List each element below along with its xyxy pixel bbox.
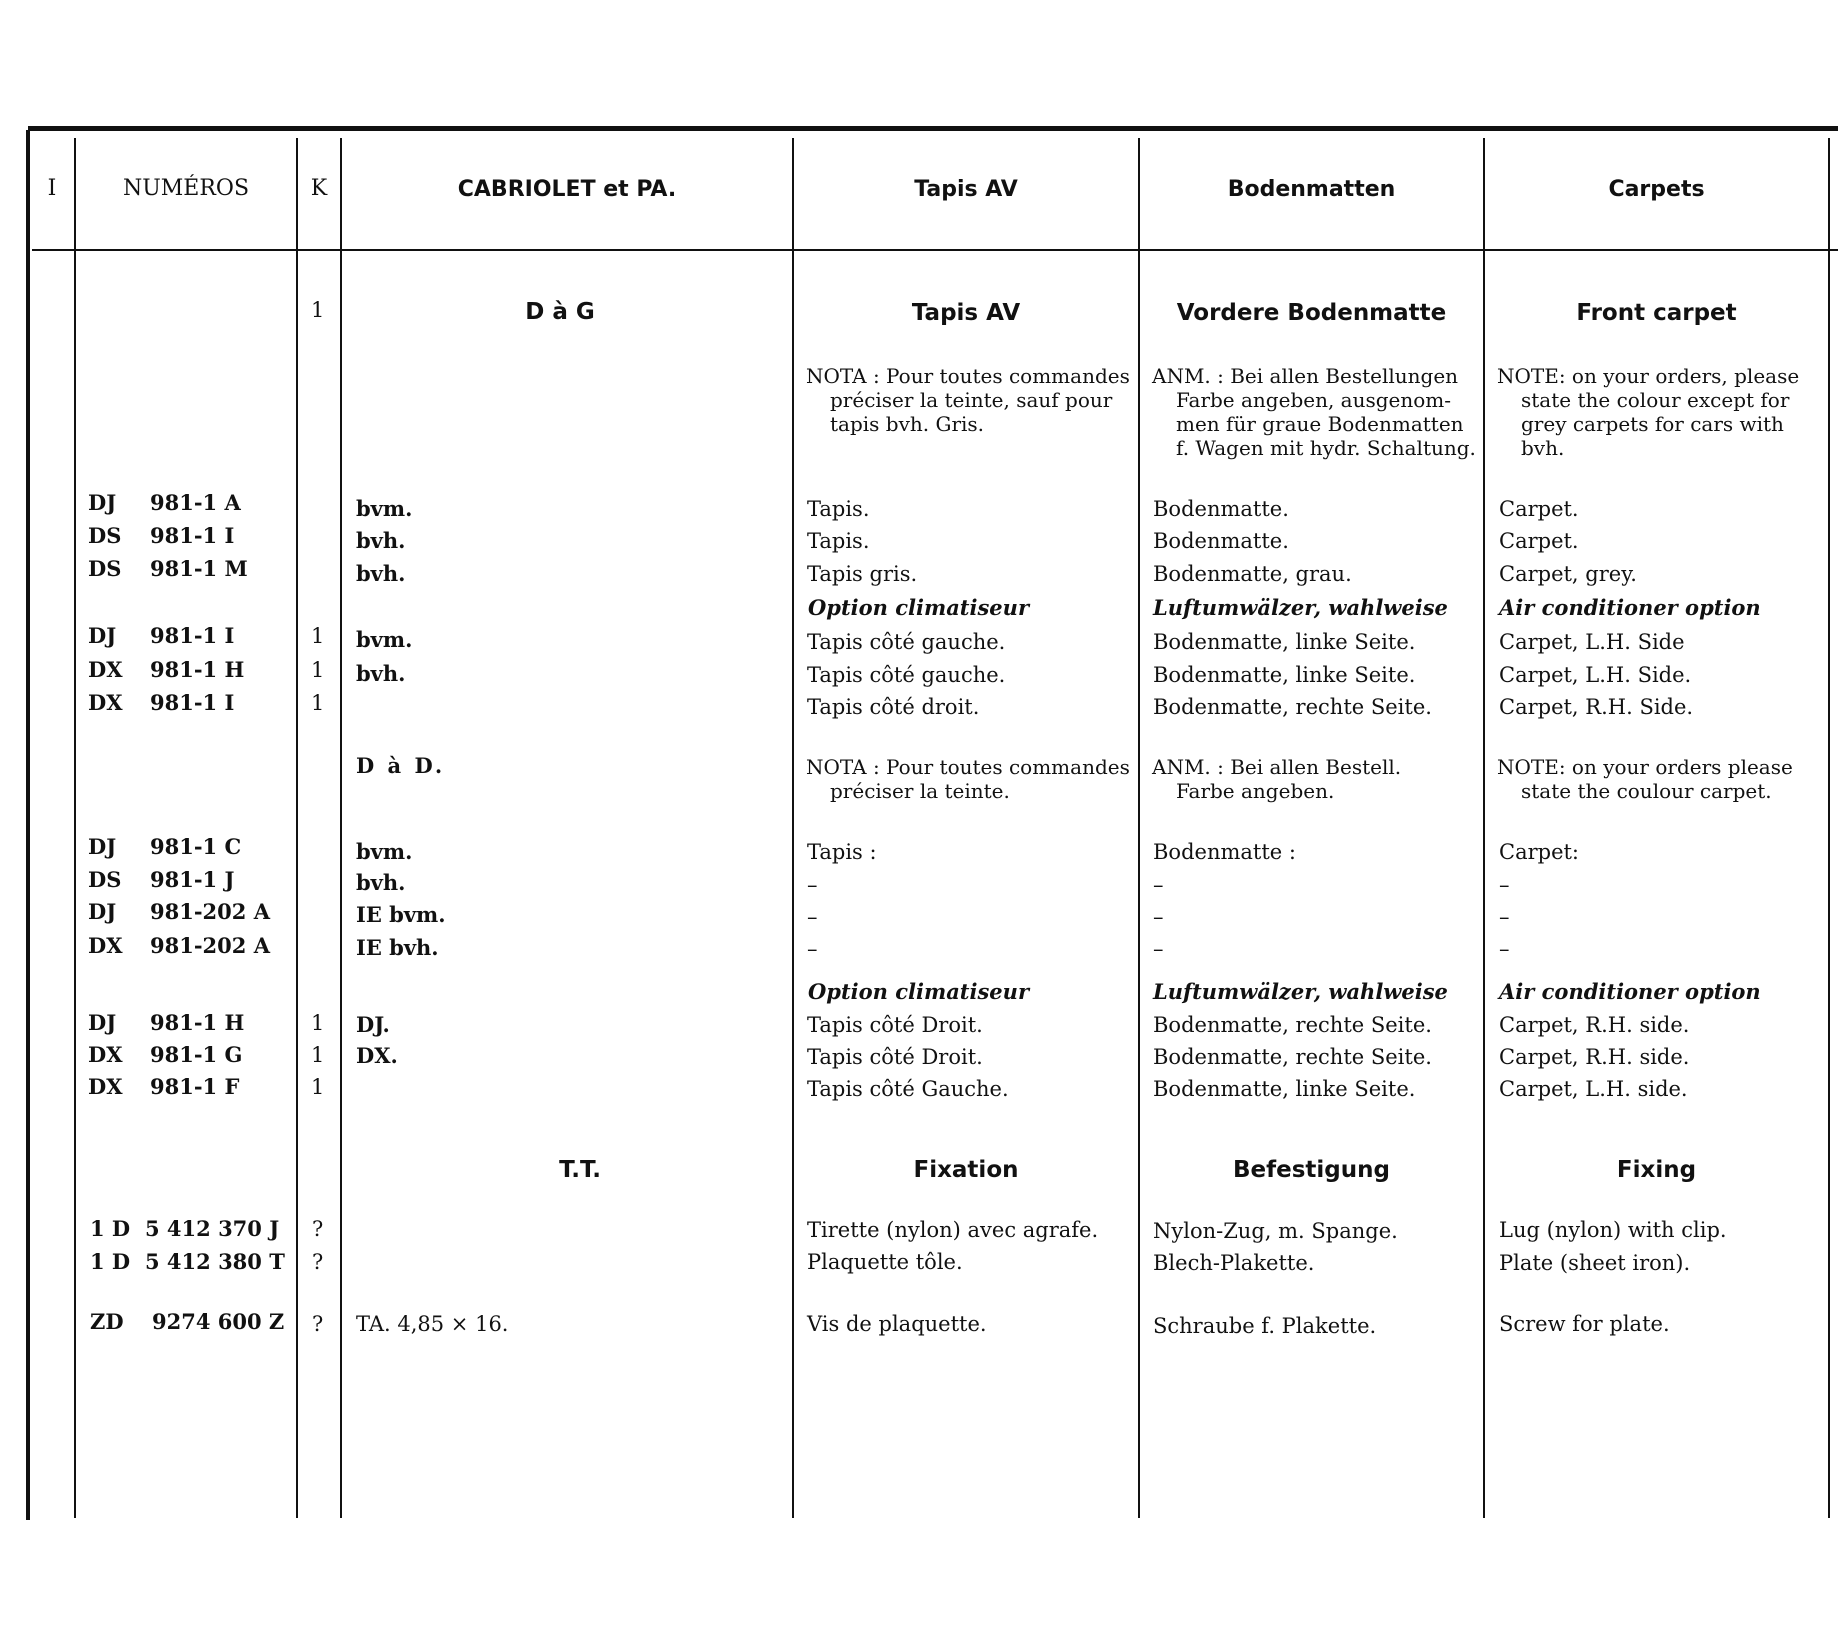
model-cell: bvh. [356, 561, 406, 586]
part-prefix: DJ [88, 490, 117, 515]
col-divider-2 [296, 138, 298, 1518]
note-dad-fr [806, 755, 1132, 803]
part-number: 981-202 A [150, 899, 270, 924]
k-cell: ? [312, 1250, 324, 1274]
desc-fr: Tapis côté gauche. [807, 663, 1006, 687]
desc-fr: Tirette (nylon) avec agrafe. [807, 1218, 1099, 1242]
note-line: f. Wagen mit hydr. Schaltung. [1176, 436, 1476, 460]
part-prefix: DJ [88, 623, 117, 648]
k-cell: 1 [311, 658, 325, 682]
part-prefix: 1 D [90, 1249, 131, 1274]
desc-fr: – [807, 873, 818, 897]
part-number: 981-1 G [150, 1042, 243, 1067]
part-prefix: DX [88, 1074, 123, 1099]
part-prefix: 1 D [90, 1216, 131, 1241]
k-cell: 1 [311, 691, 325, 715]
part-number: 5 412 370 J [145, 1216, 280, 1241]
part-number: 9274 600 Z [152, 1309, 285, 1334]
note-line: state the coulour carpet. [1521, 779, 1772, 803]
header-col-k: K [310, 176, 328, 201]
note-line: ANM. : Bei allen Bestell. [1152, 755, 1402, 779]
k-cell: ? [312, 1217, 324, 1241]
part-prefix: DJ [88, 899, 117, 924]
part-number: 981-1 F [150, 1074, 240, 1099]
desc-en: Carpet, grey. [1499, 562, 1637, 586]
part-number: 981-1 A [150, 490, 241, 515]
part-prefix: DS [88, 523, 122, 548]
desc-en: Carpet. [1499, 529, 1579, 553]
note-line: Farbe angeben. [1176, 779, 1335, 803]
desc-en: Screw for plate. [1499, 1312, 1670, 1336]
desc-en: Carpet, L.H. Side [1499, 630, 1685, 654]
desc-fr: Tapis côté droit. [807, 695, 980, 719]
desc-de: Schraube f. Plakette. [1153, 1314, 1377, 1338]
desc-de: – [1153, 905, 1164, 929]
col-divider-6 [1483, 138, 1485, 1518]
part-number: 5 412 380 T [145, 1249, 285, 1274]
desc-de: – [1153, 873, 1164, 897]
model-cell: bvm. [356, 627, 413, 652]
desc-de: Bodenmatte. [1153, 497, 1289, 521]
desc-fr: Vis de plaquette. [807, 1312, 987, 1336]
col-divider-1 [74, 138, 76, 1518]
note-line: préciser la teinte, sauf pour [830, 388, 1113, 412]
top-rule [28, 126, 1838, 131]
desc-en: Carpet. [1499, 497, 1579, 521]
note-line: grey carpets for cars with [1521, 412, 1784, 436]
part-number: 981-1 I [150, 623, 235, 648]
left-border [26, 130, 30, 1520]
desc-en: Carpet, R.H. side. [1499, 1045, 1690, 1069]
section-dag-de-title: Vordere Bodenmatte [1176, 300, 1447, 326]
k-cell: ? [312, 1312, 324, 1336]
section-dag-fr-title: Tapis AV [911, 300, 1021, 326]
section-dag-k: 1 [311, 298, 325, 322]
part-prefix: DS [88, 556, 122, 581]
note-line: state the colour except for [1521, 388, 1790, 412]
note-line: tapis bvh. Gris. [830, 412, 985, 436]
note-dag-fr [806, 364, 1132, 436]
desc-de: Bodenmatte : [1153, 840, 1296, 864]
k-cell: 1 [311, 1075, 325, 1099]
desc-de: Bodenmatte, rechte Seite. [1153, 1045, 1432, 1069]
part-number: 981-1 H [150, 1010, 245, 1035]
col-divider-5 [1138, 138, 1140, 1518]
model-cell: IE bvm. [356, 902, 446, 927]
option-heading-fr: Option climatiseur [808, 979, 1030, 1004]
desc-en: – [1499, 905, 1510, 929]
part-prefix: DJ [88, 1010, 117, 1035]
model-cell: DX. [356, 1043, 398, 1068]
note-line: NOTE: on your orders please [1497, 755, 1793, 779]
part-number: 981-202 A [150, 933, 270, 958]
part-number: 981-1 I [150, 690, 235, 715]
section-dag-en-title: Front carpet [1576, 300, 1737, 326]
model-cell: bvm. [356, 496, 413, 521]
model-cell: bvm. [356, 839, 413, 864]
part-number: 981-1 I [150, 523, 235, 548]
model-cell: bvh. [356, 528, 406, 553]
section-tt-en-title: Fixing [1616, 1157, 1697, 1183]
desc-fr: Tapis côté gauche. [807, 630, 1006, 654]
col-divider-3 [340, 138, 342, 1518]
section-dad-label: D à D. [356, 753, 446, 778]
col-divider-7 [1828, 138, 1830, 1518]
section-dag-label: D à G [525, 299, 595, 325]
desc-en: Carpet, R.H. Side. [1499, 695, 1694, 719]
header-col-fr: Tapis AV [914, 177, 1018, 202]
model-cell: DJ. [356, 1012, 390, 1037]
model-cell: IE bvh. [356, 935, 439, 960]
desc-de: Bodenmatte, rechte Seite. [1153, 695, 1432, 719]
desc-fr: – [807, 905, 818, 929]
note-line: NOTA : Pour toutes commandes [806, 364, 1130, 388]
section-tt-label: T.T. [559, 1157, 601, 1183]
model-cell: bvh. [356, 870, 406, 895]
desc-de: Bodenmatte. [1153, 529, 1289, 553]
model-cell: TA. 4,85 × 16. [356, 1312, 509, 1336]
desc-de: Bodenmatte, linke Seite. [1153, 630, 1416, 654]
desc-fr: Tapis. [807, 497, 870, 521]
header-col-de: Bodenmatten [1227, 177, 1396, 202]
note-line: men für graue Bodenmatten [1176, 412, 1464, 436]
desc-fr: Tapis côté Droit. [807, 1013, 983, 1037]
desc-fr: Tapis côté Gauche. [807, 1077, 1009, 1101]
part-prefix: DX [88, 933, 123, 958]
desc-de: Bodenmatte, linke Seite. [1153, 1077, 1416, 1101]
desc-en: – [1499, 937, 1510, 961]
col-divider-4 [792, 138, 794, 1518]
desc-de: Bodenmatte, linke Seite. [1153, 663, 1416, 687]
part-number: 981-1 H [150, 657, 245, 682]
desc-de: Bodenmatte, rechte Seite. [1153, 1013, 1432, 1037]
desc-fr: Tapis. [807, 529, 870, 553]
k-cell: 1 [311, 624, 325, 648]
part-prefix: DX [88, 690, 123, 715]
desc-en: Plate (sheet iron). [1499, 1251, 1691, 1275]
desc-de: – [1153, 937, 1164, 961]
option-heading-en: Air conditioner option [1499, 979, 1761, 1004]
option-heading-de: Luftumwälzer, wahlweise [1153, 979, 1448, 1004]
note-dad-en [1497, 755, 1823, 803]
desc-en: – [1499, 873, 1510, 897]
note-dag-de [1152, 364, 1478, 460]
part-prefix: DJ [88, 834, 117, 859]
desc-fr: Tapis : [807, 840, 877, 864]
header-col-en: Carpets [1608, 177, 1705, 202]
option-heading-de: Luftumwälzer, wahlweise [1153, 595, 1448, 620]
note-dad-de [1152, 755, 1478, 803]
desc-de: Bodenmatte, grau. [1153, 562, 1352, 586]
desc-en: Lug (nylon) with clip. [1499, 1218, 1727, 1242]
desc-fr: Plaquette tôle. [807, 1250, 963, 1274]
header-rule [32, 249, 1838, 251]
part-prefix: DX [88, 1042, 123, 1067]
option-heading-en: Air conditioner option [1499, 595, 1761, 620]
note-line: Farbe angeben, ausgenom- [1176, 388, 1452, 412]
desc-en: Carpet, L.H. Side. [1499, 663, 1692, 687]
part-number: 981-1 C [150, 834, 242, 859]
header-col-numeros: NUMÉROS [122, 176, 250, 201]
part-prefix: ZD [90, 1309, 124, 1334]
note-dag-en [1497, 364, 1823, 460]
part-prefix: DS [88, 867, 122, 892]
note-line: NOTA : Pour toutes commandes [806, 755, 1130, 779]
model-cell: bvh. [356, 661, 406, 686]
note-line: ANM. : Bei allen Bestellungen [1152, 364, 1459, 388]
option-heading-fr: Option climatiseur [808, 595, 1030, 620]
header-col-i: I [47, 176, 57, 201]
desc-en: Carpet: [1499, 840, 1580, 864]
desc-de: Nylon-Zug, m. Spange. [1153, 1219, 1398, 1243]
part-prefix: DX [88, 657, 123, 682]
section-tt-fr-title: Fixation [913, 1157, 1019, 1183]
desc-de: Blech-Plakette. [1153, 1251, 1315, 1275]
note-line: bvh. [1521, 436, 1565, 460]
header-col-model: CABRIOLET et PA. [457, 177, 677, 202]
k-cell: 1 [311, 1011, 325, 1035]
part-number: 981-1 J [150, 867, 235, 892]
desc-en: Carpet, R.H. side. [1499, 1013, 1690, 1037]
k-cell: 1 [311, 1043, 325, 1067]
note-line: NOTE: on your orders, please [1497, 364, 1800, 388]
desc-en: Carpet, L.H. side. [1499, 1077, 1688, 1101]
desc-fr: Tapis côté Droit. [807, 1045, 983, 1069]
part-number: 981-1 M [150, 556, 248, 581]
desc-fr: Tapis gris. [807, 562, 918, 586]
section-tt-de-title: Befestigung [1233, 1157, 1390, 1183]
desc-fr: – [807, 937, 818, 961]
note-line: préciser la teinte. [830, 779, 1010, 803]
